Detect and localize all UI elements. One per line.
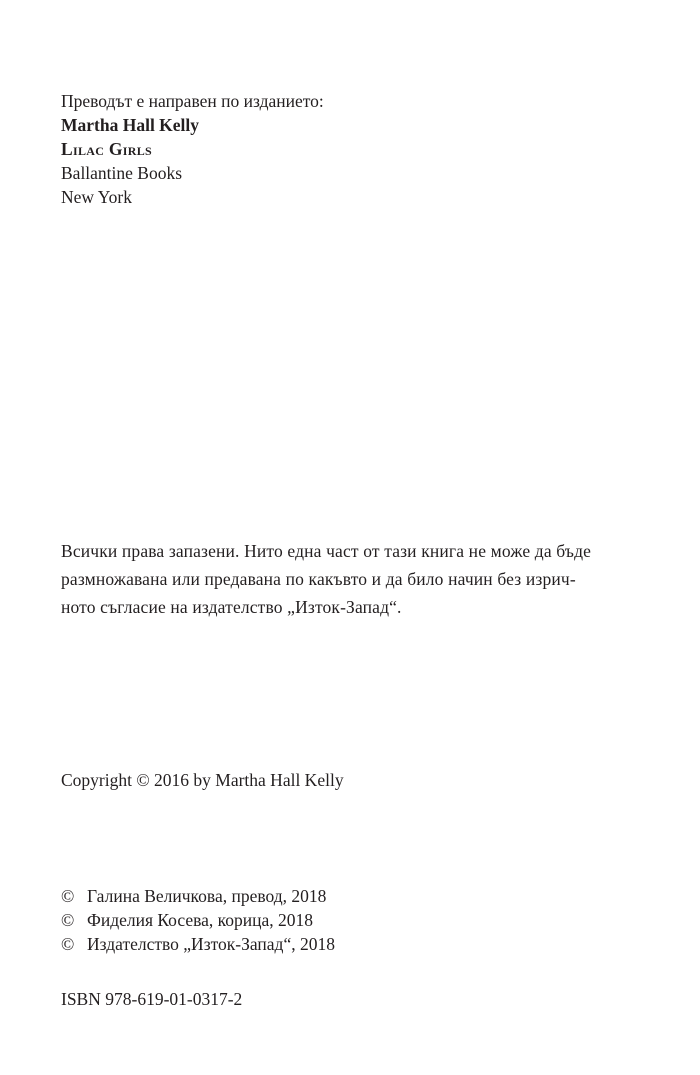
credit-translation	[61, 884, 335, 908]
translation-source-intro: Преводът е направен по изданието:	[61, 91, 324, 111]
credit-text: Галина Величкова, превод, 2018	[87, 886, 327, 906]
original-city: New York	[61, 187, 132, 207]
original-author: Martha Hall Kelly	[61, 115, 200, 135]
copyright-line: Copyright © 2016 by Martha Hall Kelly	[61, 770, 344, 790]
rights-line: ното съгласие на издателство „Изток-Запад“.	[61, 597, 402, 617]
credit-text: Фиделия Косева, корица, 2018	[87, 910, 314, 930]
credit-cover	[61, 908, 335, 932]
original-publisher: Ballantine Books	[61, 163, 183, 183]
rights-line: размножавана или предавана по какъвто и да било начин без изрич-	[61, 569, 576, 589]
original-edition-info	[61, 89, 324, 209]
rights-line: Всички права запазени. Нито една част от тази книга не може да бъде	[61, 541, 592, 561]
copyright-symbol: ©	[61, 910, 75, 930]
original-title: Lilac Girls	[61, 139, 152, 159]
rights-notice	[61, 537, 591, 621]
isbn	[61, 987, 242, 1011]
credit-publisher	[61, 932, 335, 956]
copyright-notice	[61, 768, 344, 792]
copyright-symbol: ©	[61, 934, 75, 954]
credit-text: Издателство „Изток-Запад“, 2018	[87, 934, 335, 954]
credits-list	[61, 884, 335, 956]
copyright-symbol: ©	[61, 886, 75, 906]
isbn-number: ISBN 978-619-01-0317-2	[61, 989, 243, 1009]
